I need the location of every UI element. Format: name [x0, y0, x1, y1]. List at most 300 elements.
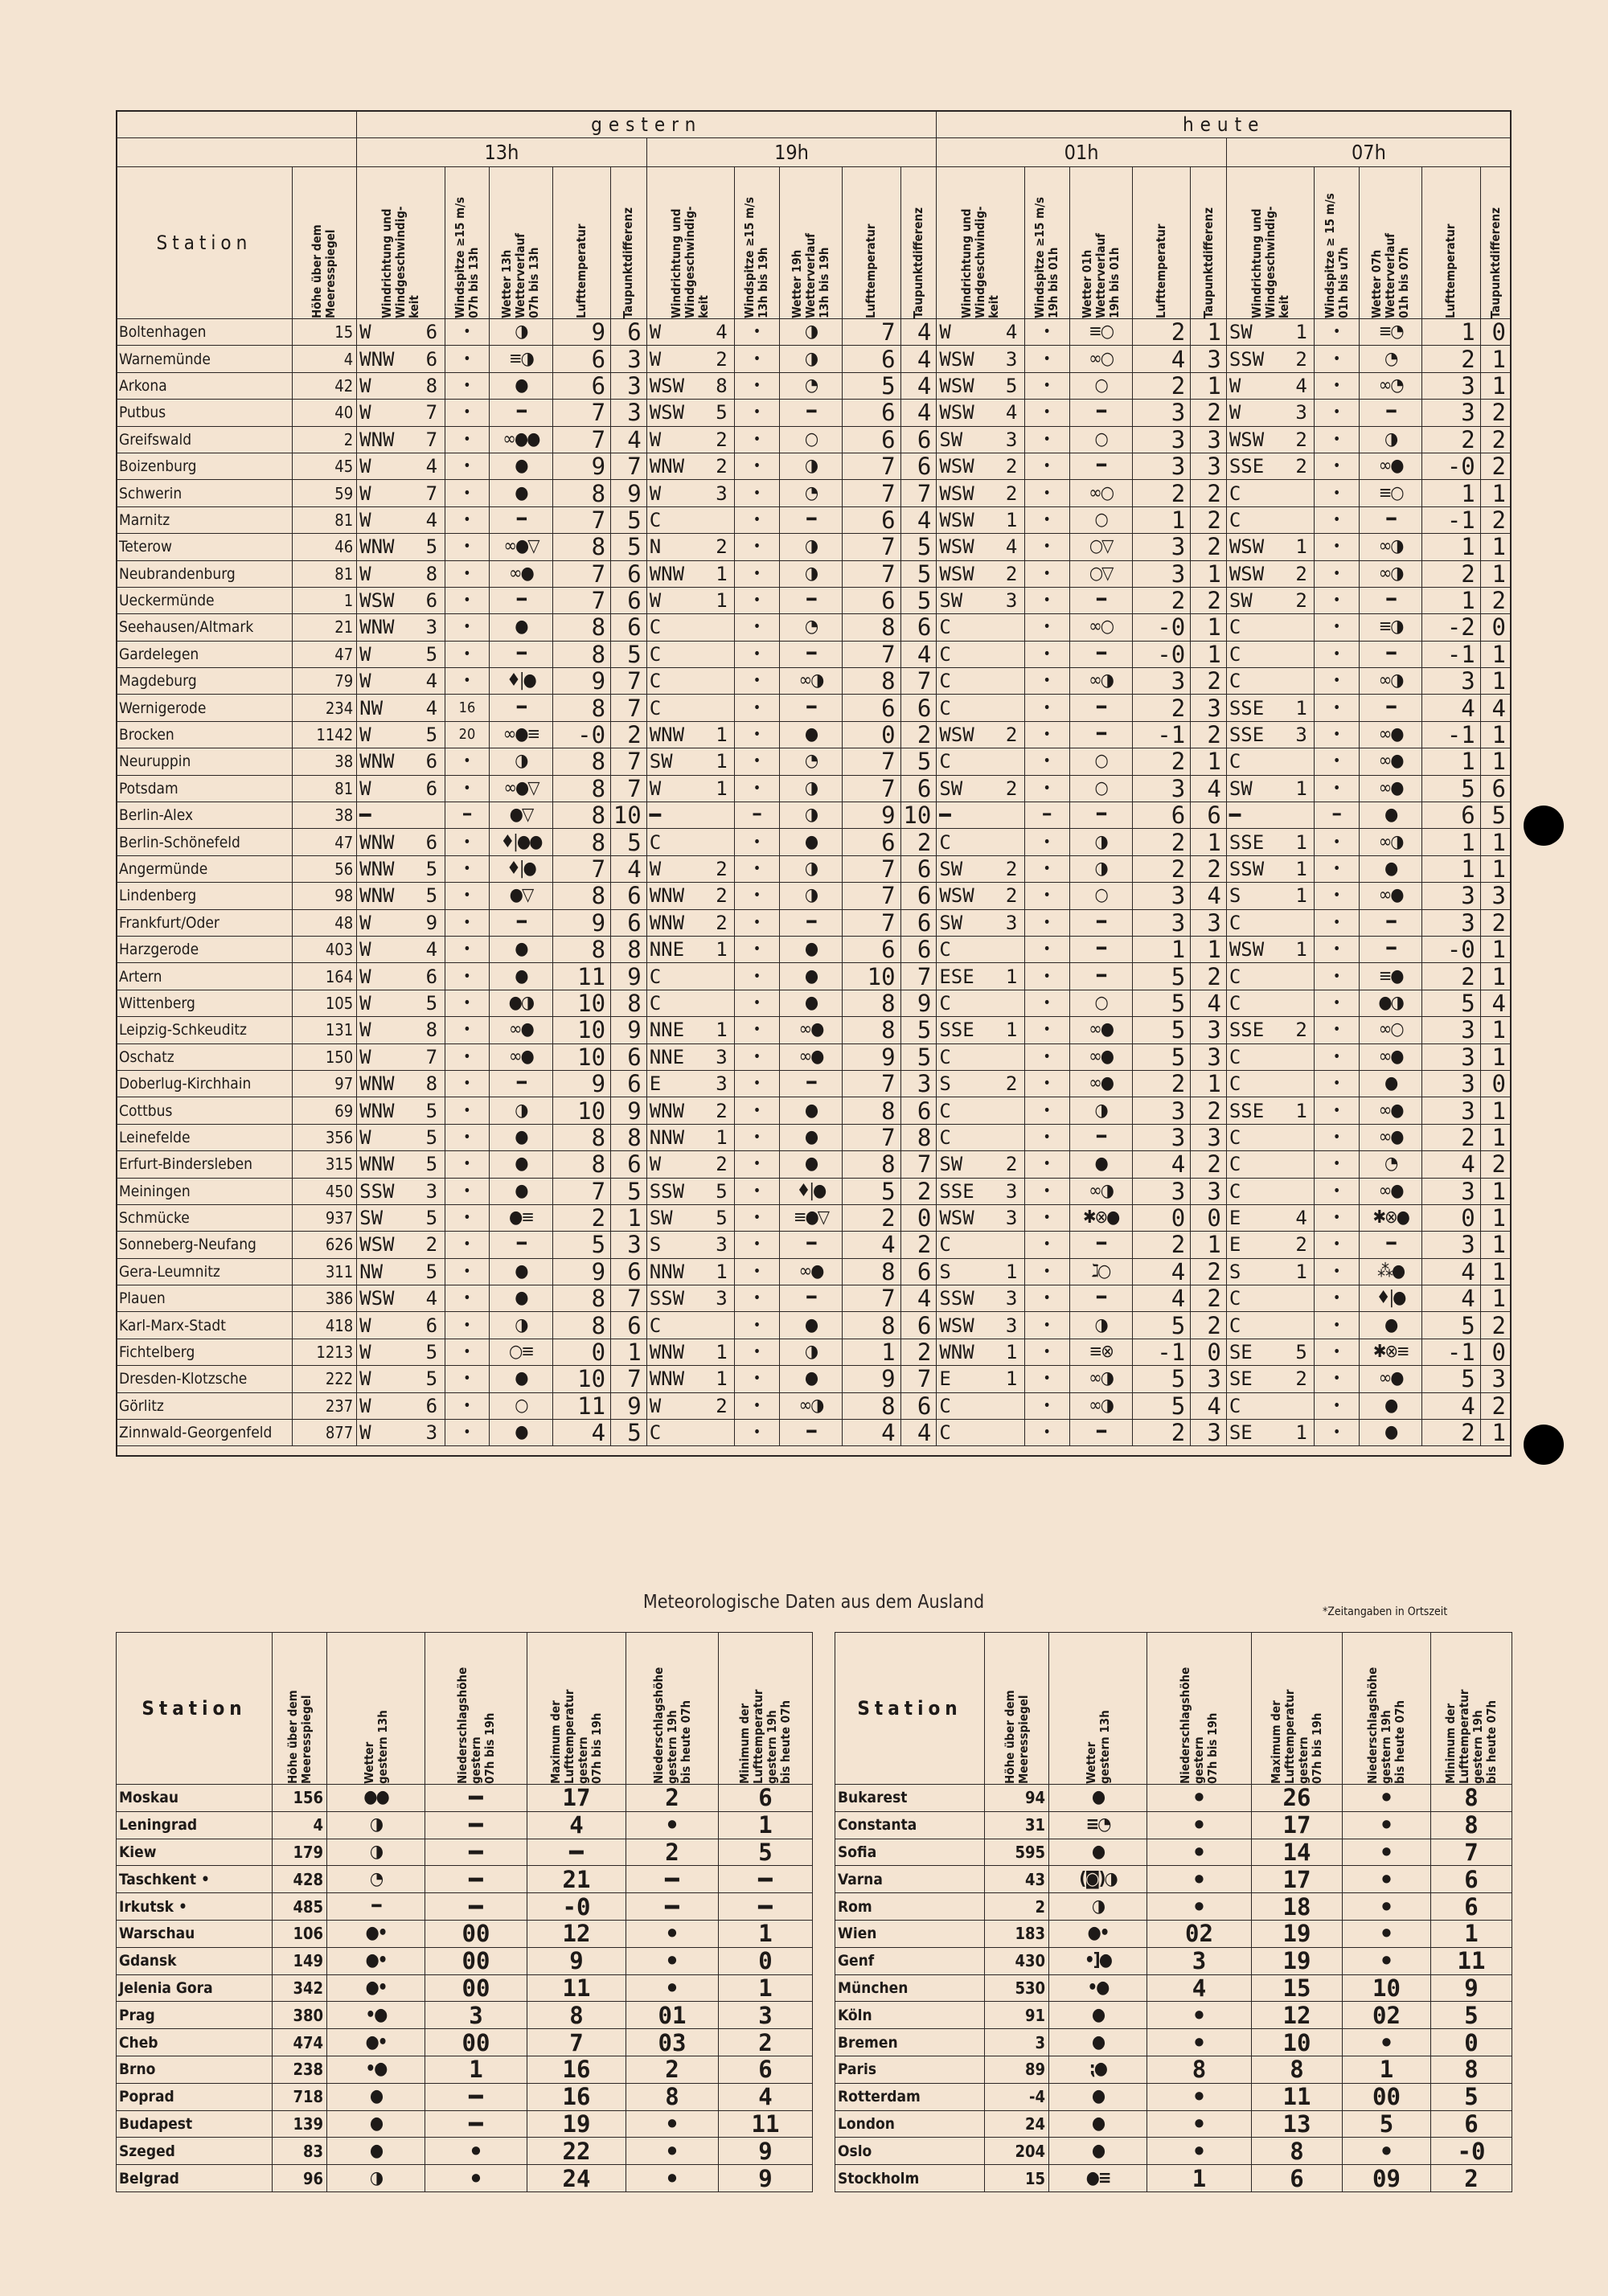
wind-direction: C	[939, 1233, 951, 1257]
foreign-station-name: London	[835, 2110, 985, 2138]
taupunkt-13: 5	[611, 1178, 647, 1204]
foreign-station-name: Constanta	[835, 1811, 985, 1839]
taupunkt-13: 4	[611, 426, 647, 453]
wind-13	[357, 480, 445, 506]
lufttemperatur-01: 3	[1132, 909, 1191, 936]
windspitze-01: •	[1024, 695, 1069, 721]
station-hoehe: 311	[292, 1258, 356, 1285]
taupunkt-01: 4	[1191, 1392, 1227, 1419]
wetter-07: ●◑	[1360, 990, 1422, 1016]
wind-speed: 5	[425, 1099, 438, 1122]
wetter-13: ◑	[490, 319, 552, 346]
wind-13	[357, 400, 445, 426]
wind-07	[1226, 1312, 1314, 1339]
foreign-column-hoehe-left-label: Höhe über dem Meeresspiegel	[285, 1690, 314, 1784]
windspitze-01: •	[1024, 1097, 1069, 1124]
foreign-niederschlag-tag: ━	[425, 1785, 527, 1812]
wind-direction: W	[1229, 374, 1241, 397]
taupunkt-13: 3	[611, 346, 647, 372]
wetter-13: ━	[490, 400, 552, 426]
wind-speed: 1	[1005, 965, 1018, 988]
wetter-13: ━	[490, 1070, 552, 1097]
station-hoehe: 79	[292, 668, 356, 695]
taupunkt-07: 1	[1480, 721, 1511, 748]
wind-direction: C	[939, 1099, 951, 1122]
lufttemperatur-19: 0	[843, 721, 901, 748]
lufttemperatur-07: 3	[1422, 372, 1481, 399]
windspitze-07: •	[1315, 400, 1360, 426]
wetter-01: ━	[1069, 1232, 1132, 1258]
windspitze-01: •	[1024, 587, 1069, 613]
lufttemperatur-01: 4	[1132, 346, 1191, 372]
wind-speed: 5	[1295, 1341, 1307, 1364]
windspitze-19: •	[735, 883, 780, 909]
wind-direction: C	[939, 1045, 951, 1068]
wind-direction: C	[939, 991, 951, 1015]
windspitze-07: •	[1315, 1339, 1360, 1365]
wind-speed: 1	[1295, 535, 1307, 559]
lufttemperatur-19: 6	[843, 936, 901, 962]
wetter-19: ∞◑	[779, 668, 842, 695]
foreign-maximum: 21	[527, 1866, 626, 1893]
column-windspitze-01	[1024, 167, 1069, 319]
wetter-19: ━	[779, 909, 842, 936]
wind-direction: W	[359, 642, 371, 666]
taupunkt-13: 5	[611, 829, 647, 855]
wetter-01: ∞◑	[1069, 1178, 1132, 1204]
wind-speed: 4	[1005, 401, 1018, 424]
table-row	[117, 2002, 1512, 2029]
wetter-01: ◑	[1069, 1312, 1132, 1339]
table-row	[117, 1285, 1512, 1312]
lufttemperatur-19: 4	[843, 1420, 901, 1446]
wind-19	[646, 1043, 734, 1070]
foreign-maximum: 22	[527, 2138, 626, 2165]
windspitze-01: ━	[1024, 802, 1069, 829]
wind-direction: W	[359, 455, 371, 478]
foreign-maximum: 8	[527, 2002, 626, 2029]
windspitze-19: •	[735, 909, 780, 936]
lufttemperatur-13: 5	[552, 1232, 611, 1258]
station-hoehe: 386	[292, 1285, 356, 1312]
foreign-niederschlag-nacht: •	[1343, 2138, 1431, 2165]
station-name: Brocken	[117, 721, 293, 748]
foreign-station-name: Irkutsk •	[117, 1893, 273, 1921]
foreign-niederschlag-nacht: 8	[626, 2083, 719, 2110]
wind-speed: 6	[425, 965, 438, 988]
wind-speed: 4	[425, 455, 438, 478]
wind-speed: 1	[716, 1125, 728, 1149]
wind-19	[646, 1151, 734, 1178]
foreign-minimum: 0	[1431, 2029, 1512, 2056]
wind-direction: W	[359, 670, 371, 693]
windspitze-13: •	[445, 909, 490, 936]
wind-direction: WNW	[359, 428, 395, 451]
windspitze-19: •	[735, 829, 780, 855]
lufttemperatur-01: 4	[1132, 1258, 1191, 1285]
taupunkt-19: 5	[900, 587, 937, 613]
windspitze-01: •	[1024, 641, 1069, 667]
wetter-19: ●	[779, 936, 842, 962]
wind-direction: C	[1229, 616, 1241, 639]
wind-01	[937, 1285, 1024, 1312]
lufttemperatur-19: 7	[843, 1124, 901, 1150]
column-lufttemperatur-19-label: Lufttemperatur	[863, 223, 879, 318]
foreign-wetter: ⁏●	[1049, 2056, 1147, 2083]
wind-direction: WNW	[649, 1341, 685, 1364]
wind-speed: 1	[1295, 884, 1307, 908]
foreign-wetter: ●•	[327, 1920, 425, 1947]
foreign-minimum: 5	[1431, 2083, 1512, 2110]
wind-speed: 1	[1005, 1367, 1018, 1391]
windspitze-19: •	[735, 319, 780, 346]
foreign-column-hoehe-left	[273, 1633, 327, 1785]
wind-direction: WSW	[359, 1233, 395, 1257]
wind-01	[937, 641, 1024, 667]
table-row	[117, 1893, 1512, 1921]
wind-07	[1226, 668, 1314, 695]
wind-direction: SW	[649, 1207, 673, 1230]
foreign-station-name: Paris	[835, 2056, 985, 2083]
wetter-13: ●≡	[490, 1204, 552, 1231]
foreign-column-max-right-label: Maximum der Lufttemperatur gestern 07h bis 19h	[1269, 1689, 1324, 1784]
foreign-column-nied2-right	[1343, 1633, 1431, 1785]
wetter-13: ━	[490, 1232, 552, 1258]
foreign-station-name: Wien	[835, 1920, 985, 1947]
taupunkt-19: 2	[900, 1339, 937, 1365]
wind-01	[937, 480, 1024, 506]
wind-07	[1226, 506, 1314, 533]
windspitze-01: •	[1024, 936, 1069, 962]
taupunkt-01: 3	[1191, 346, 1227, 372]
table-row	[117, 1258, 1512, 1285]
foreign-minimum: ━	[719, 1866, 813, 1893]
wind-07	[1226, 855, 1314, 882]
wetter-01: ━	[1069, 400, 1132, 426]
foreign-niederschlag-nacht: 2	[626, 2056, 719, 2083]
table-row	[117, 668, 1512, 695]
wind-13	[357, 668, 445, 695]
wetter-07: ●	[1360, 1420, 1422, 1446]
windspitze-13: •	[445, 1097, 490, 1124]
wind-19	[646, 1124, 734, 1150]
lufttemperatur-07: -1	[1422, 641, 1481, 667]
wetter-13: ●	[490, 614, 552, 641]
windspitze-13: •	[445, 506, 490, 533]
foreign-maximum: 24	[527, 2165, 626, 2192]
foreign-station-name: Belgrad	[117, 2165, 273, 2192]
table-row	[117, 1811, 1512, 1839]
wind-speed: 3	[716, 1233, 728, 1257]
wetter-13: ∞●▽	[490, 534, 552, 560]
wetter-19: ∞◑	[779, 1392, 842, 1419]
wetter-19: ◑	[779, 560, 842, 587]
wind-direction: C	[1229, 1394, 1241, 1417]
foreign-column-station-right: Station	[835, 1633, 985, 1785]
wind-direction: C	[939, 1125, 951, 1149]
foreign-wetter: ●•	[1049, 1920, 1147, 1947]
lufttemperatur-13: 9	[552, 453, 611, 479]
foreign-wetter: ◑	[327, 1811, 425, 1839]
wetter-13: ●▽	[490, 883, 552, 909]
windspitze-01: •	[1024, 346, 1069, 372]
foreign-station-hoehe: 91	[985, 2002, 1049, 2029]
wind-speed: 2	[425, 1233, 438, 1257]
column-wind-07	[1226, 167, 1314, 319]
wind-speed: 3	[1005, 1314, 1018, 1337]
wetter-19: ∞●	[779, 1258, 842, 1285]
wetter-19: ○	[779, 426, 842, 453]
wetter-07: ∞●	[1360, 748, 1422, 775]
taupunkt-07: 1	[1480, 1258, 1511, 1285]
windspitze-07: •	[1315, 1204, 1360, 1231]
station-hoehe: 315	[292, 1151, 356, 1178]
wetter-13: ●▽	[490, 802, 552, 829]
foreign-gap	[813, 1920, 835, 1947]
station-hoehe: 626	[292, 1232, 356, 1258]
station-hoehe: 1142	[292, 721, 356, 748]
wind-speed: 5	[425, 535, 438, 559]
wind-speed: 2	[716, 858, 728, 880]
wind-speed: 2	[1295, 1233, 1307, 1257]
lufttemperatur-01: 2	[1132, 695, 1191, 721]
wind-speed: 5	[425, 1153, 438, 1176]
wind-direction: C	[1229, 1125, 1241, 1149]
lufttemperatur-13: 8	[552, 775, 611, 802]
lufttemperatur-13: 8	[552, 480, 611, 506]
wetter-19: ◔	[779, 614, 842, 641]
wind-speed: 4	[425, 1287, 438, 1310]
wind-speed: 2	[1295, 1367, 1307, 1391]
foreign-station-hoehe: 430	[985, 1947, 1049, 1974]
station-hoehe: 937	[292, 1204, 356, 1231]
taupunkt-13: 10	[611, 802, 647, 829]
wind-07	[1226, 1204, 1314, 1231]
foreign-minimum: 1	[1431, 1920, 1512, 1947]
wind-direction: W	[359, 1019, 371, 1042]
station-name: Plauen	[117, 1285, 293, 1312]
foreign-minimum: 2	[1431, 2165, 1512, 2192]
wind-speed: 5	[716, 401, 728, 424]
foreign-minimum: 7	[1431, 1839, 1512, 1866]
wetter-01: ≡○	[1069, 319, 1132, 346]
station-hoehe: 356	[292, 1124, 356, 1150]
wetter-01: ∞●	[1069, 1017, 1132, 1043]
lufttemperatur-01: 5	[1132, 1043, 1191, 1070]
lufttemperatur-13: 9	[552, 319, 611, 346]
wind-direction: SE	[1229, 1341, 1253, 1364]
table-row	[117, 1920, 1512, 1947]
foreign-wetter: ●●	[327, 1785, 425, 1812]
taupunkt-07: 2	[1480, 426, 1511, 453]
wind-direction: SSE	[1229, 1019, 1265, 1042]
windspitze-01: •	[1024, 480, 1069, 506]
wind-direction: WNW	[359, 1099, 395, 1122]
windspitze-13: •	[445, 319, 490, 346]
wind-07	[1226, 1124, 1314, 1150]
wind-07	[1226, 641, 1314, 667]
foreign-niederschlag-tag: •	[1147, 1839, 1252, 1866]
windspitze-07: •	[1315, 1151, 1360, 1178]
wind-speed: 1	[1005, 1260, 1018, 1283]
wind-speed: 7	[425, 401, 438, 424]
wind-speed: 8	[425, 562, 438, 585]
lufttemperatur-19: 6	[843, 346, 901, 372]
foreign-maximum: 16	[527, 2083, 626, 2110]
wind-13	[357, 534, 445, 560]
wind-07	[1226, 1178, 1314, 1204]
windspitze-01: •	[1024, 1258, 1069, 1285]
wind-13	[357, 1017, 445, 1043]
windspitze-19: •	[735, 1204, 780, 1231]
windspitze-01: •	[1024, 963, 1069, 990]
wind-19	[646, 829, 734, 855]
windspitze-07: •	[1315, 587, 1360, 613]
wind-direction: NNW	[649, 1125, 685, 1149]
wind-07	[1226, 426, 1314, 453]
taupunkt-19: 4	[900, 1420, 937, 1446]
table-row	[117, 855, 1512, 882]
taupunkt-13: 9	[611, 480, 647, 506]
foreign-niederschlag-nacht: •	[626, 1811, 719, 1839]
wind-13	[357, 963, 445, 990]
taupunkt-01: 3	[1191, 1124, 1227, 1150]
wetter-19: ≡●▽	[779, 1204, 842, 1231]
foreign-niederschlag-nacht: 2	[626, 1839, 719, 1866]
wind-speed: 5	[425, 1125, 438, 1149]
foreign-niederschlag-nacht: 2	[626, 1785, 719, 1812]
column-lufttemperatur-07	[1422, 167, 1481, 319]
table-row	[117, 775, 1512, 802]
windspitze-13: •	[445, 1392, 490, 1419]
wind-07	[1226, 534, 1314, 560]
foreign-station-name: München	[835, 1974, 985, 2002]
foreign-minimum: 9	[1431, 1974, 1512, 2002]
wind-07	[1226, 1258, 1314, 1285]
wetter-19: ━	[779, 1232, 842, 1258]
wind-direction: N	[649, 535, 662, 559]
foreign-column-wetter-left-label: Wetter gestern 13h	[361, 1710, 390, 1784]
wind-direction: WNW	[359, 884, 395, 908]
column-wetter-13	[490, 167, 552, 319]
taupunkt-01: 1	[1191, 829, 1227, 855]
wind-01	[937, 372, 1024, 399]
wind-direction: SW	[1229, 777, 1253, 800]
lufttemperatur-19: 7	[843, 1285, 901, 1312]
wind-speed: 3	[1005, 589, 1018, 613]
station-name: Warnemünde	[117, 346, 293, 372]
wind-direction: ━	[359, 804, 371, 827]
wetter-13: ◑	[490, 1097, 552, 1124]
lufttemperatur-07: 1	[1422, 319, 1481, 346]
lufttemperatur-01: 5	[1132, 990, 1191, 1016]
wetter-19: ◑	[779, 453, 842, 479]
foreign-station-name: Cheb	[117, 2029, 273, 2056]
wind-07	[1226, 695, 1314, 721]
lufttemperatur-19: 7	[843, 480, 901, 506]
wind-speed: 5	[425, 1260, 438, 1283]
lufttemperatur-13: 11	[552, 963, 611, 990]
foreign-station-name: Poprad	[117, 2083, 273, 2110]
lufttemperatur-01: 2	[1132, 1070, 1191, 1097]
wind-19	[646, 883, 734, 909]
foreign-station-hoehe: 3	[985, 2029, 1049, 2056]
taupunkt-01: 3	[1191, 695, 1227, 721]
windspitze-07: •	[1315, 480, 1360, 506]
wind-direction: SSW	[649, 1287, 685, 1310]
wind-direction: WNW	[649, 724, 685, 747]
wind-speed: 1	[1005, 508, 1018, 531]
wetter-19: ●	[779, 1366, 842, 1392]
foreign-wetter: ≡◔	[1049, 1811, 1147, 1839]
table-row	[117, 1017, 1512, 1043]
wetter-01: ∞●	[1069, 1070, 1132, 1097]
lufttemperatur-07: 5	[1422, 1312, 1481, 1339]
foreign-minimum: 4	[719, 2083, 813, 2110]
wind-speed: 6	[425, 830, 438, 854]
wind-07	[1226, 963, 1314, 990]
wind-speed: 2	[1295, 589, 1307, 613]
wind-01	[937, 1097, 1024, 1124]
wind-direction: SW	[939, 911, 963, 934]
column-wind-01-label: Windrichtung und Windgeschwindig- keit	[959, 206, 1001, 318]
wind-01	[937, 748, 1024, 775]
wind-direction: W	[359, 724, 371, 747]
foreign-column-max-right	[1252, 1633, 1343, 1785]
taupunkt-01: 3	[1191, 1043, 1227, 1070]
taupunkt-07: 2	[1480, 909, 1511, 936]
wetter-07: ∞●	[1360, 775, 1422, 802]
lufttemperatur-07: 3	[1422, 909, 1481, 936]
wind-direction: WNW	[649, 455, 685, 478]
header-gestern: gestern	[357, 111, 937, 138]
lufttemperatur-01: -0	[1132, 641, 1191, 667]
wetter-01: ○▽	[1069, 534, 1132, 560]
wind-direction: WSW	[649, 401, 685, 424]
foreign-maximum: 14	[1252, 1839, 1343, 1866]
wind-07	[1226, 990, 1314, 1016]
windspitze-13: •	[445, 426, 490, 453]
wind-direction: WSW	[1229, 428, 1265, 451]
lufttemperatur-13: -0	[552, 721, 611, 748]
wind-07	[1226, 775, 1314, 802]
foreign-niederschlag-tag: ━	[425, 2083, 527, 2110]
table-row	[117, 1420, 1512, 1446]
taupunkt-07: 1	[1480, 534, 1511, 560]
foreign-gap	[813, 1866, 835, 1893]
taupunkt-13: 3	[611, 1232, 647, 1258]
taupunkt-19: 6	[900, 695, 937, 721]
lufttemperatur-13: 9	[552, 909, 611, 936]
lufttemperatur-19: 1	[843, 1339, 901, 1365]
foreign-maximum: 18	[1252, 1893, 1343, 1921]
foreign-gap	[813, 1893, 835, 1921]
table-row	[117, 346, 1512, 372]
wind-speed: 3	[1005, 911, 1018, 934]
wind-19	[646, 372, 734, 399]
wind-direction: W	[359, 374, 371, 397]
windspitze-19: •	[735, 1124, 780, 1150]
station-hoehe: 403	[292, 936, 356, 962]
lufttemperatur-13: 7	[552, 560, 611, 587]
station-name: Putbus	[117, 400, 293, 426]
foreign-wetter: ◔	[327, 1866, 425, 1893]
foreign-station-hoehe: -4	[985, 2083, 1049, 2110]
column-wetter-19-label: Wetter 19h Wetterverlauf 13h bis 19h	[789, 232, 831, 318]
lufttemperatur-07: 2	[1422, 560, 1481, 587]
lufttemperatur-01: 3	[1132, 668, 1191, 695]
lufttemperatur-19: 7	[843, 748, 901, 775]
